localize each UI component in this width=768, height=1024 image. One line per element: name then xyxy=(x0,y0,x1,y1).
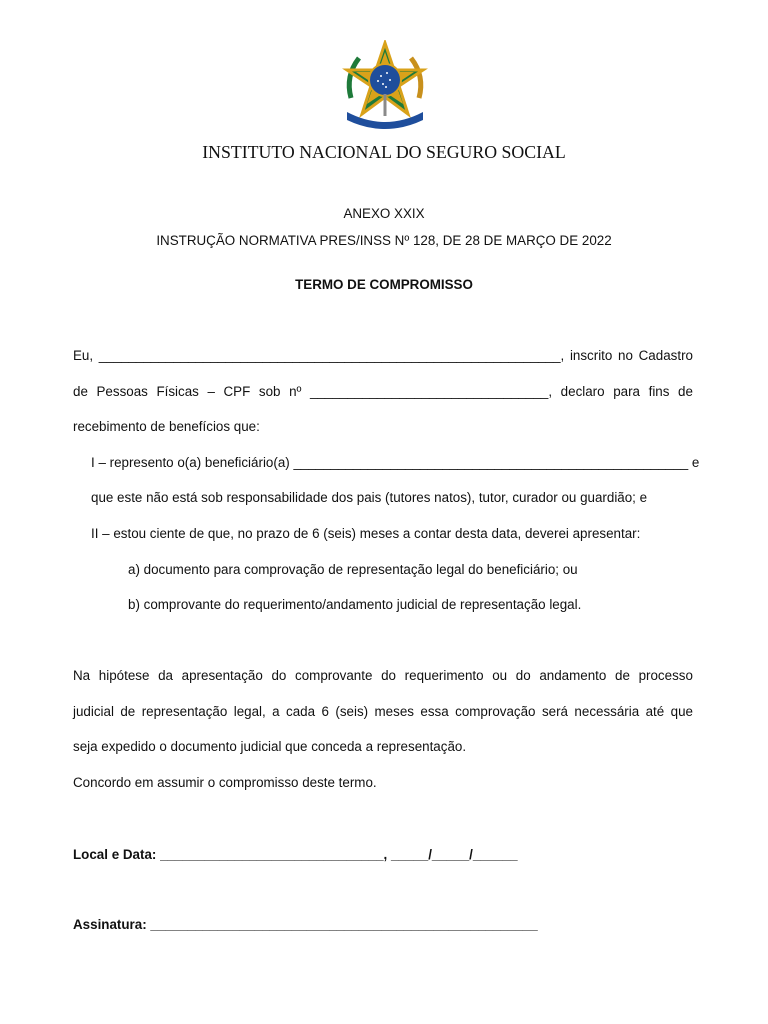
word: andamento xyxy=(539,668,607,683)
text: – xyxy=(207,384,215,399)
text: sob xyxy=(258,384,281,399)
word: de xyxy=(615,668,630,683)
word: (seis) xyxy=(335,704,369,719)
cpf-blank: ________________________________, xyxy=(310,384,553,399)
word: essa xyxy=(420,704,449,719)
local-date-label: Local e Data: xyxy=(73,847,157,862)
item-1: I – represento o(a) beneficiário(a) _____________________________________________________ e xyxy=(91,455,700,470)
word: 6 xyxy=(321,704,329,719)
word: que xyxy=(670,704,693,719)
signature-blank[interactable]: ____________________________________________________ xyxy=(150,917,538,932)
item-2: II – estou ciente de que, no prazo de 6 (seis) meses a contar desta data, deverei apresentar: xyxy=(91,526,641,541)
text: de xyxy=(678,384,693,399)
text: de xyxy=(73,384,88,399)
agreement-statement: Concordo em assumir o compromisso deste termo. xyxy=(73,775,377,790)
text: declaro xyxy=(560,384,605,399)
word: representação xyxy=(141,704,228,719)
institution-title: INSTITUTO NACIONAL DO SEGURO SOCIAL xyxy=(202,142,566,162)
document-title: TERMO DE COMPROMISSO xyxy=(295,277,473,292)
signature-label: Assinatura: xyxy=(73,917,147,932)
word: meses xyxy=(374,704,414,719)
text: nº xyxy=(289,384,302,399)
word: processo xyxy=(638,668,693,683)
paragraph-line-3: recebimento de benefícios que: xyxy=(73,419,260,434)
text: inscrito xyxy=(569,348,613,363)
local-date-blank[interactable]: ______________________________, _____/_____/______ xyxy=(160,847,518,862)
text: fins xyxy=(648,384,670,399)
word: do xyxy=(381,668,396,683)
paragraph-line-2 xyxy=(73,384,693,399)
name-blank: ______________________________________________________________, xyxy=(98,348,565,363)
text: CPF xyxy=(223,384,251,399)
annex-label: ANEXO XXIX xyxy=(343,206,425,221)
word: apresentação xyxy=(181,668,263,683)
word: comprovação xyxy=(455,704,536,719)
item-1-continuation: que este não está sob responsabilidade dos pais (tutores natos), tutor, curador ou guardião; e xyxy=(91,490,648,505)
text: no xyxy=(618,348,633,363)
word: necessária xyxy=(574,704,640,719)
text: Físicas xyxy=(156,384,199,399)
signature-row xyxy=(73,917,538,932)
word: comprovante xyxy=(295,668,373,683)
word: do xyxy=(271,668,287,683)
word: hipótese xyxy=(98,668,150,683)
word: do xyxy=(515,668,531,683)
paragraph-2-line-2 xyxy=(73,704,693,719)
local-date-row xyxy=(73,847,518,862)
coat-of-arms-emblem xyxy=(337,40,433,132)
option-b: b) comprovante do requerimento/andamento judicial de representação legal. xyxy=(128,597,582,612)
norm-label: INSTRUÇÃO NORMATIVA PRES/INSS Nº 128, DE 28 DE MARÇO DE 2022 xyxy=(156,233,612,248)
word: requerimento xyxy=(404,668,484,683)
text: Pessoas xyxy=(96,384,148,399)
word: cada xyxy=(286,704,316,719)
word: ou xyxy=(492,668,508,683)
word: será xyxy=(541,704,568,719)
paragraph-2-line-3: seja expedido o documento judicial que conceda a representação. xyxy=(73,739,467,754)
word: judicial xyxy=(73,704,114,719)
word: a xyxy=(272,704,280,719)
word: da xyxy=(158,668,173,683)
text: Eu, xyxy=(73,348,94,363)
word: legal, xyxy=(233,704,266,719)
paragraph-2-line-1 xyxy=(73,668,693,683)
word: até xyxy=(645,704,665,719)
text: para xyxy=(613,384,640,399)
word: de xyxy=(120,704,136,719)
option-a: a) documento para comprovação de representação legal do beneficiário; ou xyxy=(128,562,578,577)
word: Na xyxy=(73,668,91,683)
text: Cadastro xyxy=(638,348,693,363)
paragraph-line-1 xyxy=(73,348,693,363)
